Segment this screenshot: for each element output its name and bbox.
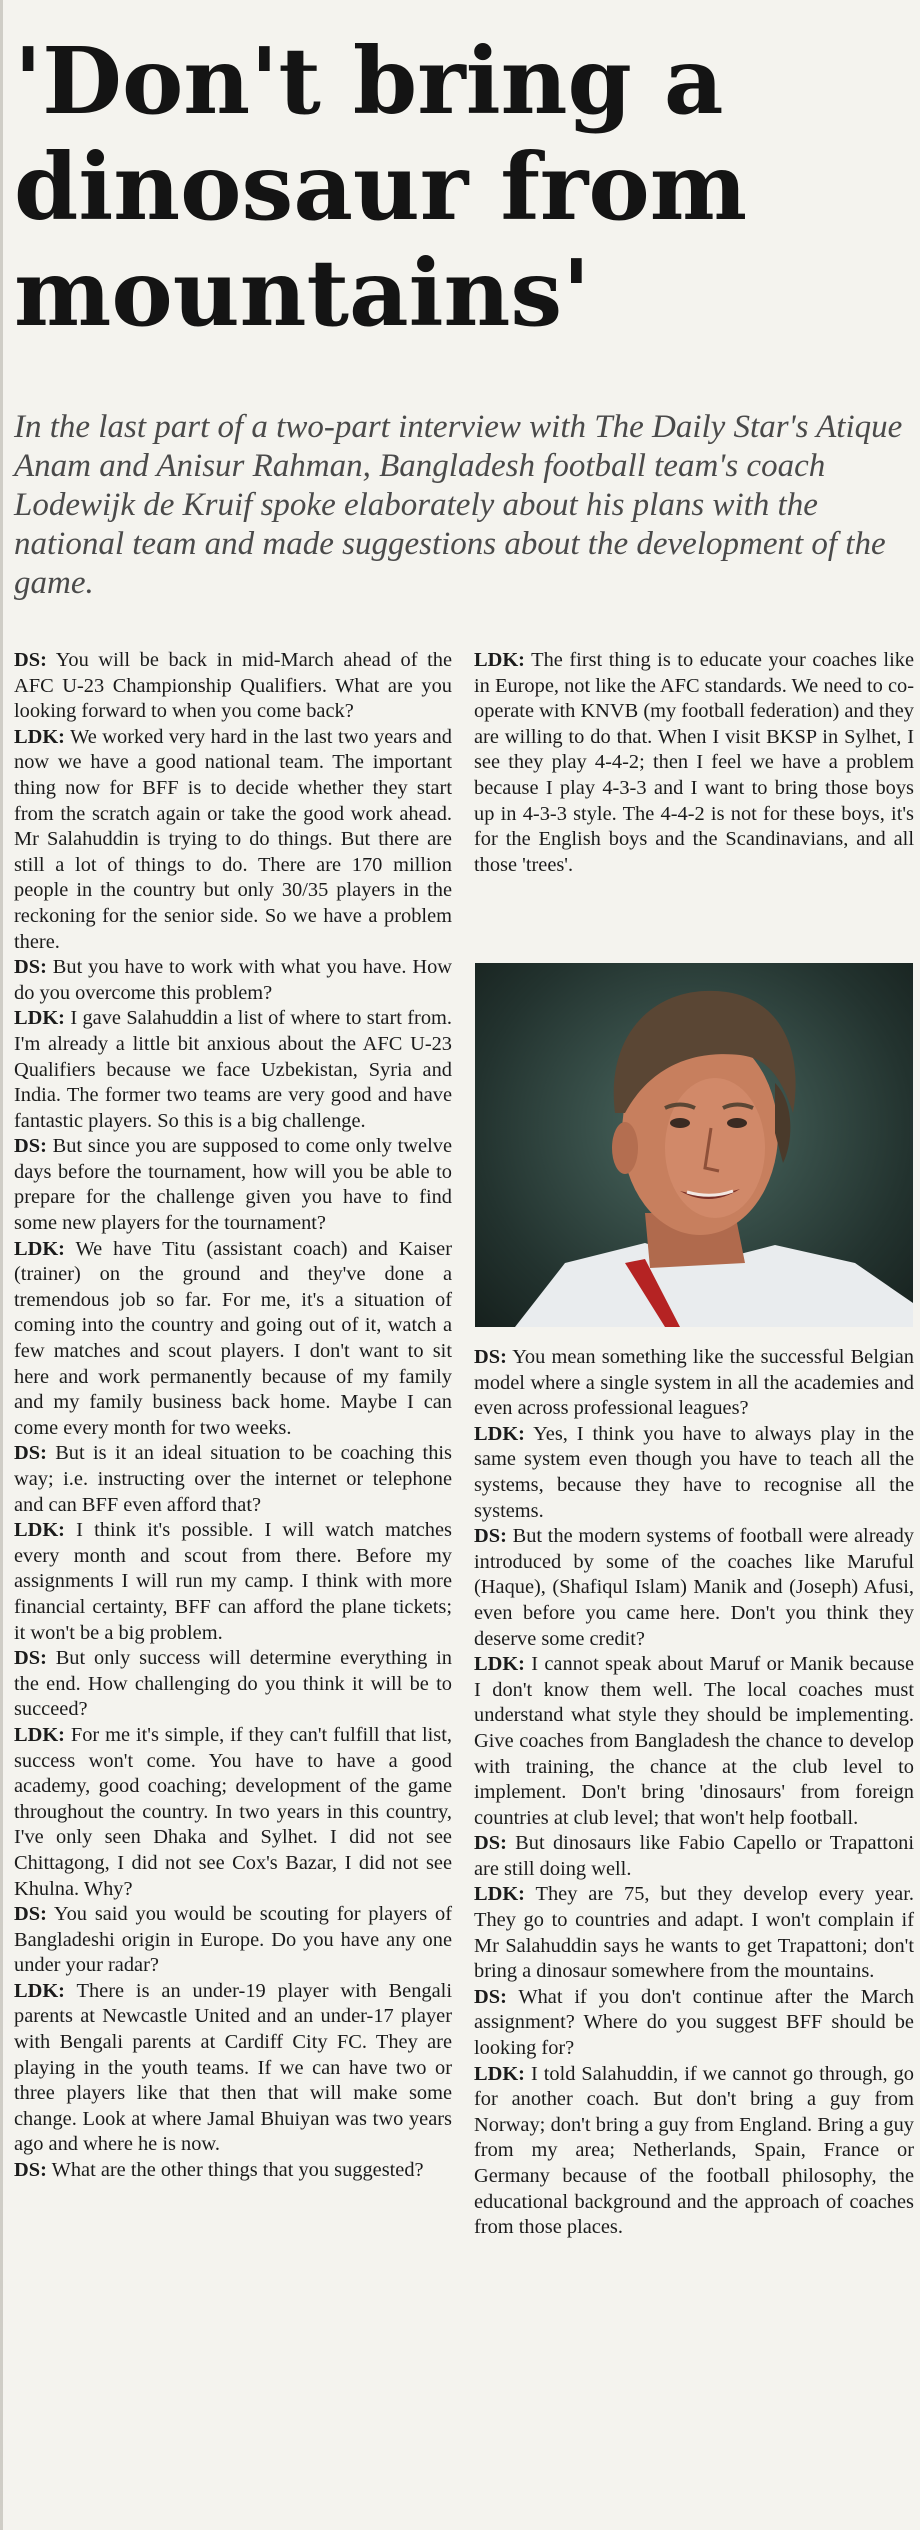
paragraph-text: I think it's possible. I will watch matches every month and scout from there. Before my assignments I will run my camp. I think with more financial certainty, BFF can afford the plane tickets; it won't be a big problem. <box>14 1519 452 1644</box>
coach-photo <box>475 963 913 1327</box>
speaker-label: LDK: <box>14 1007 65 1030</box>
interview-paragraph <box>14 955 452 1006</box>
paragraph-text: We have Titu (assistant coach) and Kaiser (trainer) on the ground and they've done a tremendous job so far. For me, it's a situation of coming into the country and going out of it, watch a few matches and scout players. I don't want to sit here and work permanently because of my family and my family business back home. Maybe I can come every month for two weeks. <box>14 1237 452 1439</box>
column-right-bottom <box>474 1345 914 2525</box>
speaker-label: DS: <box>14 2159 47 2182</box>
speaker-label: LDK: <box>474 649 525 671</box>
paragraph-text: What if you don't continue after the March assignment? Where do you suggest BFF should be looking for? <box>474 1985 914 2060</box>
paragraph-text: They are 75, but they develop every year. They go to countries and adapt. I won't complain if Mr Salahuddin says he wants to get Trapattoni; don't bring a dinosaur somewhere from the mountains. <box>474 1883 914 1983</box>
speaker-label: LDK: <box>474 1883 525 1906</box>
paragraph-text: What are the other things that you suggested? <box>46 2159 424 2182</box>
right-eye <box>727 1118 747 1128</box>
headline: 'Don't bring a dinosaur from mountains' <box>14 27 748 347</box>
paragraph-text: But only success will determine everything in the end. How challenging do you think it will be to succeed? <box>14 1647 452 1721</box>
interview-paragraph <box>474 2062 914 2241</box>
speaker-label: LDK: <box>474 1653 525 1676</box>
speaker-label: LDK: <box>474 2062 525 2085</box>
speaker-label: DS: <box>474 1525 507 1548</box>
ear <box>612 1122 638 1174</box>
column-right-top <box>474 648 914 968</box>
interview-paragraph <box>14 1979 452 2158</box>
column-left <box>14 648 452 2518</box>
coach-portrait-illustration <box>475 963 913 1327</box>
interview-paragraph <box>14 1518 452 1646</box>
paragraph-text: But since you are supposed to come only twelve days before the tournament, how will you be able to prepare for the challenge given you have to find some new players for the tournament? <box>14 1135 452 1235</box>
paragraph-text: The first thing is to educate your coaches like in Europe, not like the AFC standards. We need to co-operate with KNVB (my football federation) and they are willing to do that. When I visit BKSP in Sylhet, I see they play 4-4-2; then I feel we have a problem because I play 4-3-3 and I want to bring those boys up in 4-3-3 style. The 4-4-2 is not for these boys, it's for the English boys and the Scandinavians, and all those 'trees'. <box>474 649 914 876</box>
speaker-label: DS: <box>14 956 47 979</box>
interview-paragraph <box>14 1723 452 1902</box>
interview-paragraph <box>474 648 914 878</box>
speaker-label: LDK: <box>14 1979 65 2002</box>
interview-paragraph <box>474 1882 914 1984</box>
speaker-label: DS: <box>14 1903 47 1926</box>
paragraph-text: There is an under-19 player with Bengali parents at Newcastle United and an under-17 player with Bengali parents at Cardiff City FC. They are playing in the youth teams. If we can have two or three players like that then that will make some change. Look at where Jamal Bhuiyan was two years ago and where he is now. <box>14 1979 452 2156</box>
interview-paragraph <box>14 648 452 725</box>
paragraph-text: We worked very hard in the last two years and now we have a good national team. The important thing now for BFF is to decide whether they start from the scratch again or take the good work ahead. Mr Salahuddin is trying to do things. But there are still a lot of things to do. There are 170 million people in the country but only 30/35 players in the reckoning for the senior side. So we have a problem there. <box>14 725 452 953</box>
paragraph-text: You will be back in mid-March ahead of the AFC U-23 Championship Qualifiers. What are you looking forward to when you come back? <box>14 649 452 723</box>
interview-paragraph <box>14 2158 452 2184</box>
standfirst: In the last part of a two-part interview with The Daily Star's Atique Anam and Anisur Rahman, Bangladesh football team's coach Lodewijk de Kruif spoke elaborately about his plans with the national team and made suggestions about the development of the game. <box>14 409 903 601</box>
interview-paragraph <box>14 1237 452 1442</box>
interview-paragraph <box>474 1422 914 1524</box>
interview-paragraph <box>14 1646 452 1723</box>
interview-paragraph <box>474 1345 914 1422</box>
speaker-label: LDK: <box>14 1723 65 1746</box>
paragraph-text: But is it an ideal situation to be coaching this way; i.e. instructing over the internet or telephone and can BFF even afford that? <box>14 1442 452 1516</box>
interview-paragraph <box>474 1831 914 1882</box>
interview-paragraph <box>14 1441 452 1518</box>
paragraph-text: But you have to work with what you have. How do you overcome this problem? <box>14 956 452 1004</box>
speaker-label: LDK: <box>474 1422 525 1445</box>
paragraph-text: But dinosaurs like Fabio Capello or Trapattoni are still doing well. <box>474 1832 914 1880</box>
paragraph-text: You said you would be scouting for players of Bangladeshi origin in Europe. Do you have any one under your radar? <box>14 1903 452 1977</box>
paragraph-text: I cannot speak about Maruf or Manik because I don't know them well. The local coaches must understand what style they should be implementing. Give coaches from Bangladesh the chance to develop with training, the chance at the club level to implement. Don't bring 'dinosaurs' from foreign countries at club level; that won't help football. <box>474 1653 914 1829</box>
interview-paragraph <box>474 1985 914 2062</box>
interview-paragraph <box>14 1006 452 1134</box>
interview-paragraph <box>474 1524 914 1652</box>
paragraph-text: I gave Salahuddin a list of where to start from. I'm already a little bit anxious about the AFC U-23 Qualifiers because we face Uzbekistan, Syria and India. The former two teams are very good and have fantastic players. So this is a big challenge. <box>14 1007 452 1132</box>
speaker-label: DS: <box>14 1647 47 1670</box>
speaker-label: DS: <box>474 1832 507 1855</box>
page-edge <box>0 0 3 2530</box>
interview-paragraph <box>14 1134 452 1236</box>
paragraph-text: Yes, I think you have to always play in the same system even though you have to teach all the systems, because they have to recognise all the systems. <box>474 1422 914 1522</box>
interview-paragraph <box>14 725 452 955</box>
paragraph-text: For me it's simple, if they can't fulfill that list, success won't come. You have to have a good academy, good coaching; development of the game throughout the country. In two years in this country, I've only seen Dhaka and Sylhet. I did not see Chittagong, I did not see Cox's Bazar, I did not see Khulna. Why? <box>14 1723 452 1900</box>
paragraph-text: But the modern systems of football were already introduced by some of the coaches like Maruful (Haque), (Shafiqul Islam) Manik and (Joseph) Afusi, even before you came here. Don't you think they deserve some credit? <box>474 1525 914 1650</box>
speaker-label: DS: <box>14 649 47 671</box>
speaker-label: LDK: <box>14 1519 65 1542</box>
paragraph-text: I told Salahuddin, if we cannot go through, go for another coach. But don't bring a guy from Norway; don't bring a guy from England. Bring a guy from my area; Netherlands, Spain, France or Germany because of the football philosophy, the educational background and the approach of coaches from those places. <box>474 2062 914 2239</box>
speaker-label: DS: <box>14 1442 47 1465</box>
speaker-label: LDK: <box>14 1237 65 1260</box>
interview-paragraph <box>14 1902 452 1979</box>
speaker-label: LDK: <box>14 725 65 748</box>
interview-paragraph <box>474 1652 914 1831</box>
speaker-label: DS: <box>14 1135 47 1158</box>
paragraph-text: You mean something like the successful Belgian model where a single system in all the academies and even across professional leagues? <box>474 1346 914 1420</box>
speaker-label: DS: <box>474 1985 507 2008</box>
left-eye <box>670 1118 690 1128</box>
speaker-label: DS: <box>474 1346 507 1368</box>
